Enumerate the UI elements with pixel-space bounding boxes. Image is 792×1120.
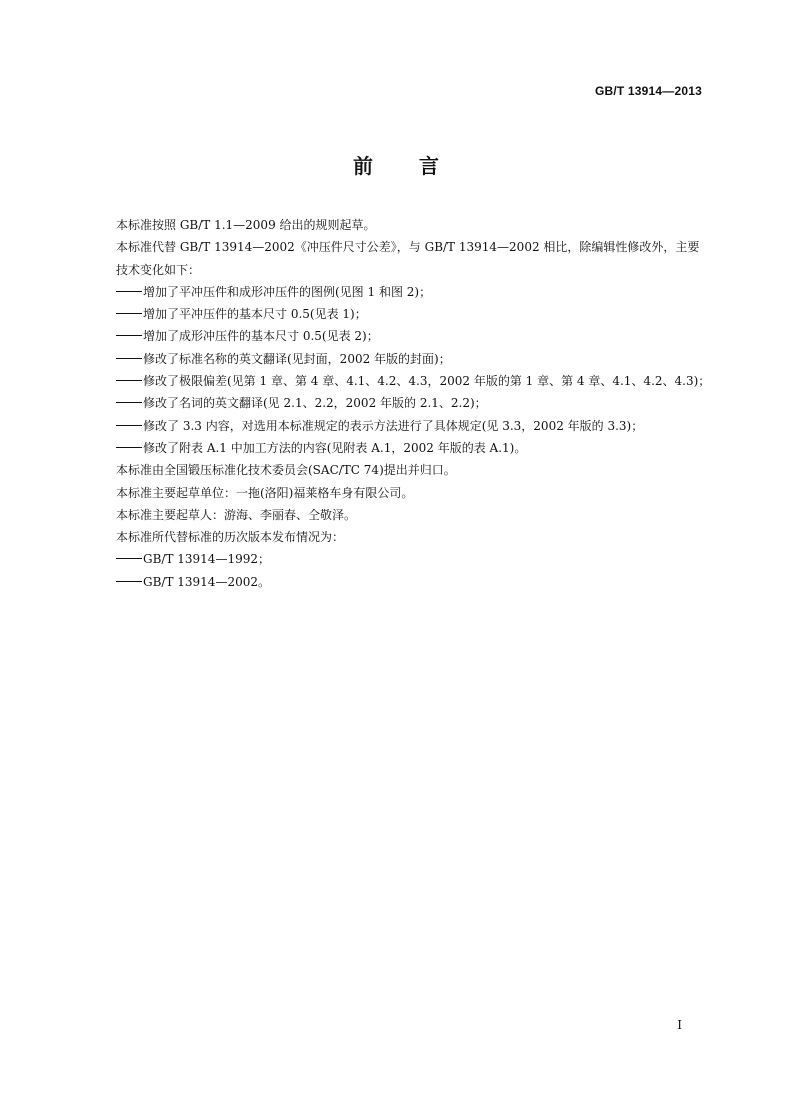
version-item — [90, 571, 702, 593]
dash-mark — [116, 335, 142, 336]
paragraph-drafters: 本标准主要起草人：游海、李丽春、仝敬泽。 — [116, 507, 357, 522]
change-text: 修改了极限偏差(见第 1 章、第 4 章、4.1、4.2、4.3，2002 年版的第 1 章、第 4 章、4.1、4.2、4.3)； — [143, 374, 711, 389]
change-item — [90, 281, 702, 303]
change-text: 增加了平冲压件和成形冲压件的图例(见图 1 和图 2)； — [143, 284, 432, 299]
paragraph-proposer: 本标准由全国锻压标准化技术委员会(SAC/TC 74)提出并归口。 — [116, 463, 456, 478]
dash-mark — [116, 313, 142, 314]
change-text: 修改了名词的英文翻译(见 2.1、2.2，2002 年版的 2.1、2.2)； — [143, 396, 487, 411]
change-item — [90, 303, 702, 325]
change-text: 增加了成形冲压件的基本尺寸 0.5(见表 2)； — [143, 329, 379, 344]
change-item — [90, 370, 711, 392]
version-text: GB/T 13914—2002。 — [143, 574, 270, 589]
dash-mark — [116, 581, 142, 582]
change-item — [90, 437, 702, 459]
change-item — [90, 392, 702, 414]
dash-mark — [116, 291, 142, 292]
standard-code: GB/T 13914—2013 — [594, 84, 702, 98]
change-text: 修改了附表 A.1 中加工方法的内容(见附表 A.1，2002 年版的表 A.1)。 — [143, 440, 527, 455]
dash-mark — [116, 380, 142, 381]
dash-mark — [116, 425, 142, 426]
change-item — [90, 325, 702, 347]
dash-mark — [116, 447, 142, 448]
dash-mark — [116, 402, 142, 403]
change-text: 增加了平冲压件的基本尺寸 0.5(见表 1)； — [143, 307, 367, 322]
paragraph-version-history: 本标准所代替标准的历次版本发布情况为： — [116, 530, 345, 545]
paragraph-drafting-unit: 本标准主要起草单位：一拖(洛阳)福莱格车身有限公司。 — [116, 485, 414, 500]
paragraph-replacement: 本标准代替 GB/T 13914—2002《冲压件尺寸公差》，与 GB/T 13914—2002 相比，除编辑性修改外，主要技术变化如下： — [116, 240, 700, 277]
dash-mark — [116, 558, 142, 559]
change-item — [90, 348, 702, 370]
version-item — [90, 548, 702, 570]
foreword-body — [90, 214, 711, 593]
change-text: 修改了标准名称的英文翻译(见封面，2002 年版的封面)； — [143, 351, 451, 366]
change-text: 修改了 3.3 内容，对选用本标准规定的表示方法进行了具体规定(见 3.3，2002 年版的 3.3)； — [143, 418, 644, 433]
version-text: GB/T 13914—1992； — [143, 552, 270, 567]
title-char-1: 前 — [353, 154, 373, 178]
change-item — [90, 415, 702, 437]
paragraph-drafting-rules: 本标准按照 GB/T 1.1—2009 给出的规则起草。 — [116, 218, 376, 232]
page-number: I — [677, 1018, 682, 1032]
title-char-2: 言 — [419, 154, 439, 178]
page-title — [0, 150, 792, 179]
dash-mark — [116, 358, 142, 359]
